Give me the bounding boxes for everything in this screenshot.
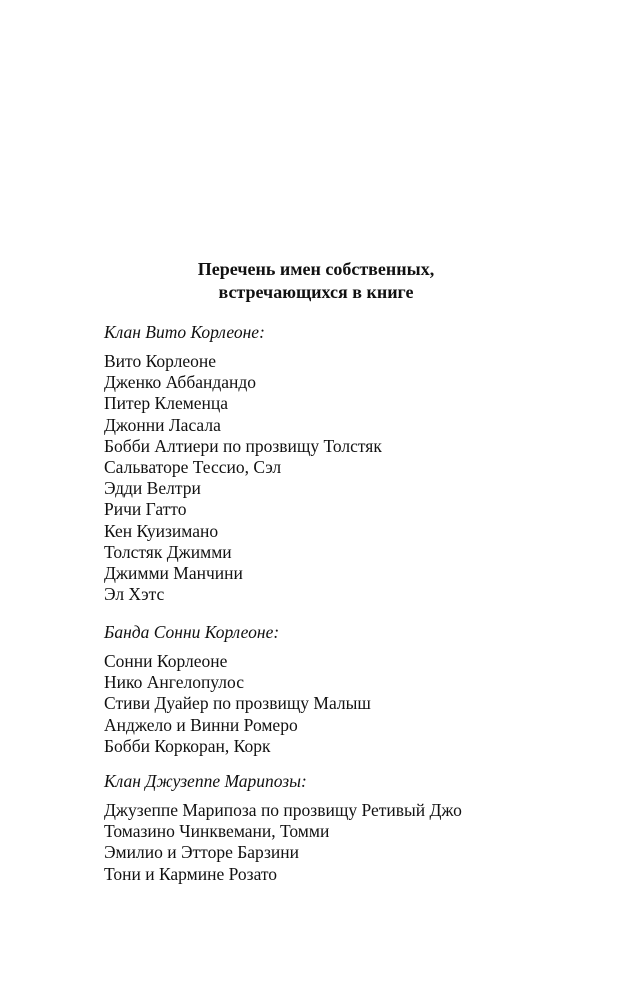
name-item: Эл Хэтс — [104, 584, 165, 605]
name-item: Бобби Алтиери по прозвищу Толстяк — [104, 435, 382, 456]
title-line-1: Перечень имен собственных, — [197, 259, 435, 279]
names-list — [104, 351, 584, 605]
section-giuseppe-mariposa-clan — [104, 771, 584, 885]
name-item: Тони и Кармине Розато — [104, 863, 278, 884]
name-item: Эмилио и Этторе Барзини — [104, 842, 300, 863]
name-item: Дженко Аббандандо — [104, 372, 257, 393]
name-item: Вито Корлеоне — [104, 351, 217, 371]
name-item: Эдди Велтри — [104, 478, 201, 499]
names-list — [104, 800, 584, 885]
name-item: Томазино Чинквемани, Томми — [104, 821, 330, 842]
section-sonny-corleone-gang — [104, 622, 584, 757]
name-item: Сальваторе Тессио, Сэл — [104, 457, 282, 478]
name-item: Толстяк Джимми — [104, 541, 232, 562]
name-item: Стиви Дуайер по прозвищу Малыш — [104, 693, 371, 714]
section-vito-corleone-clan — [104, 322, 584, 605]
name-item: Джимми Манчини — [104, 563, 243, 584]
section-heading: Клан Вито Корлеоне: — [104, 322, 265, 342]
name-item: Анджело и Винни Ромеро — [104, 714, 298, 735]
name-item: Питер Клеменца — [104, 393, 229, 414]
page-title — [0, 258, 632, 304]
name-item: Ричи Гатто — [104, 499, 187, 520]
name-item: Сонни Корлеоне — [104, 651, 228, 671]
names-list — [104, 651, 584, 757]
name-item: Джонни Ласала — [104, 414, 221, 435]
name-item: Бобби Коркоран, Корк — [104, 735, 271, 756]
title-line-2: встречающихся в книге — [218, 282, 414, 302]
section-heading: Банда Сонни Корлеоне: — [104, 622, 280, 642]
section-heading: Клан Джузеппе Марипозы: — [104, 771, 307, 791]
name-item: Нико Ангелопулос — [104, 672, 244, 693]
name-item: Джузеппе Марипоза по прозвищу Ретивый Джо — [104, 800, 462, 820]
name-item: Кен Куизимано — [104, 520, 219, 541]
